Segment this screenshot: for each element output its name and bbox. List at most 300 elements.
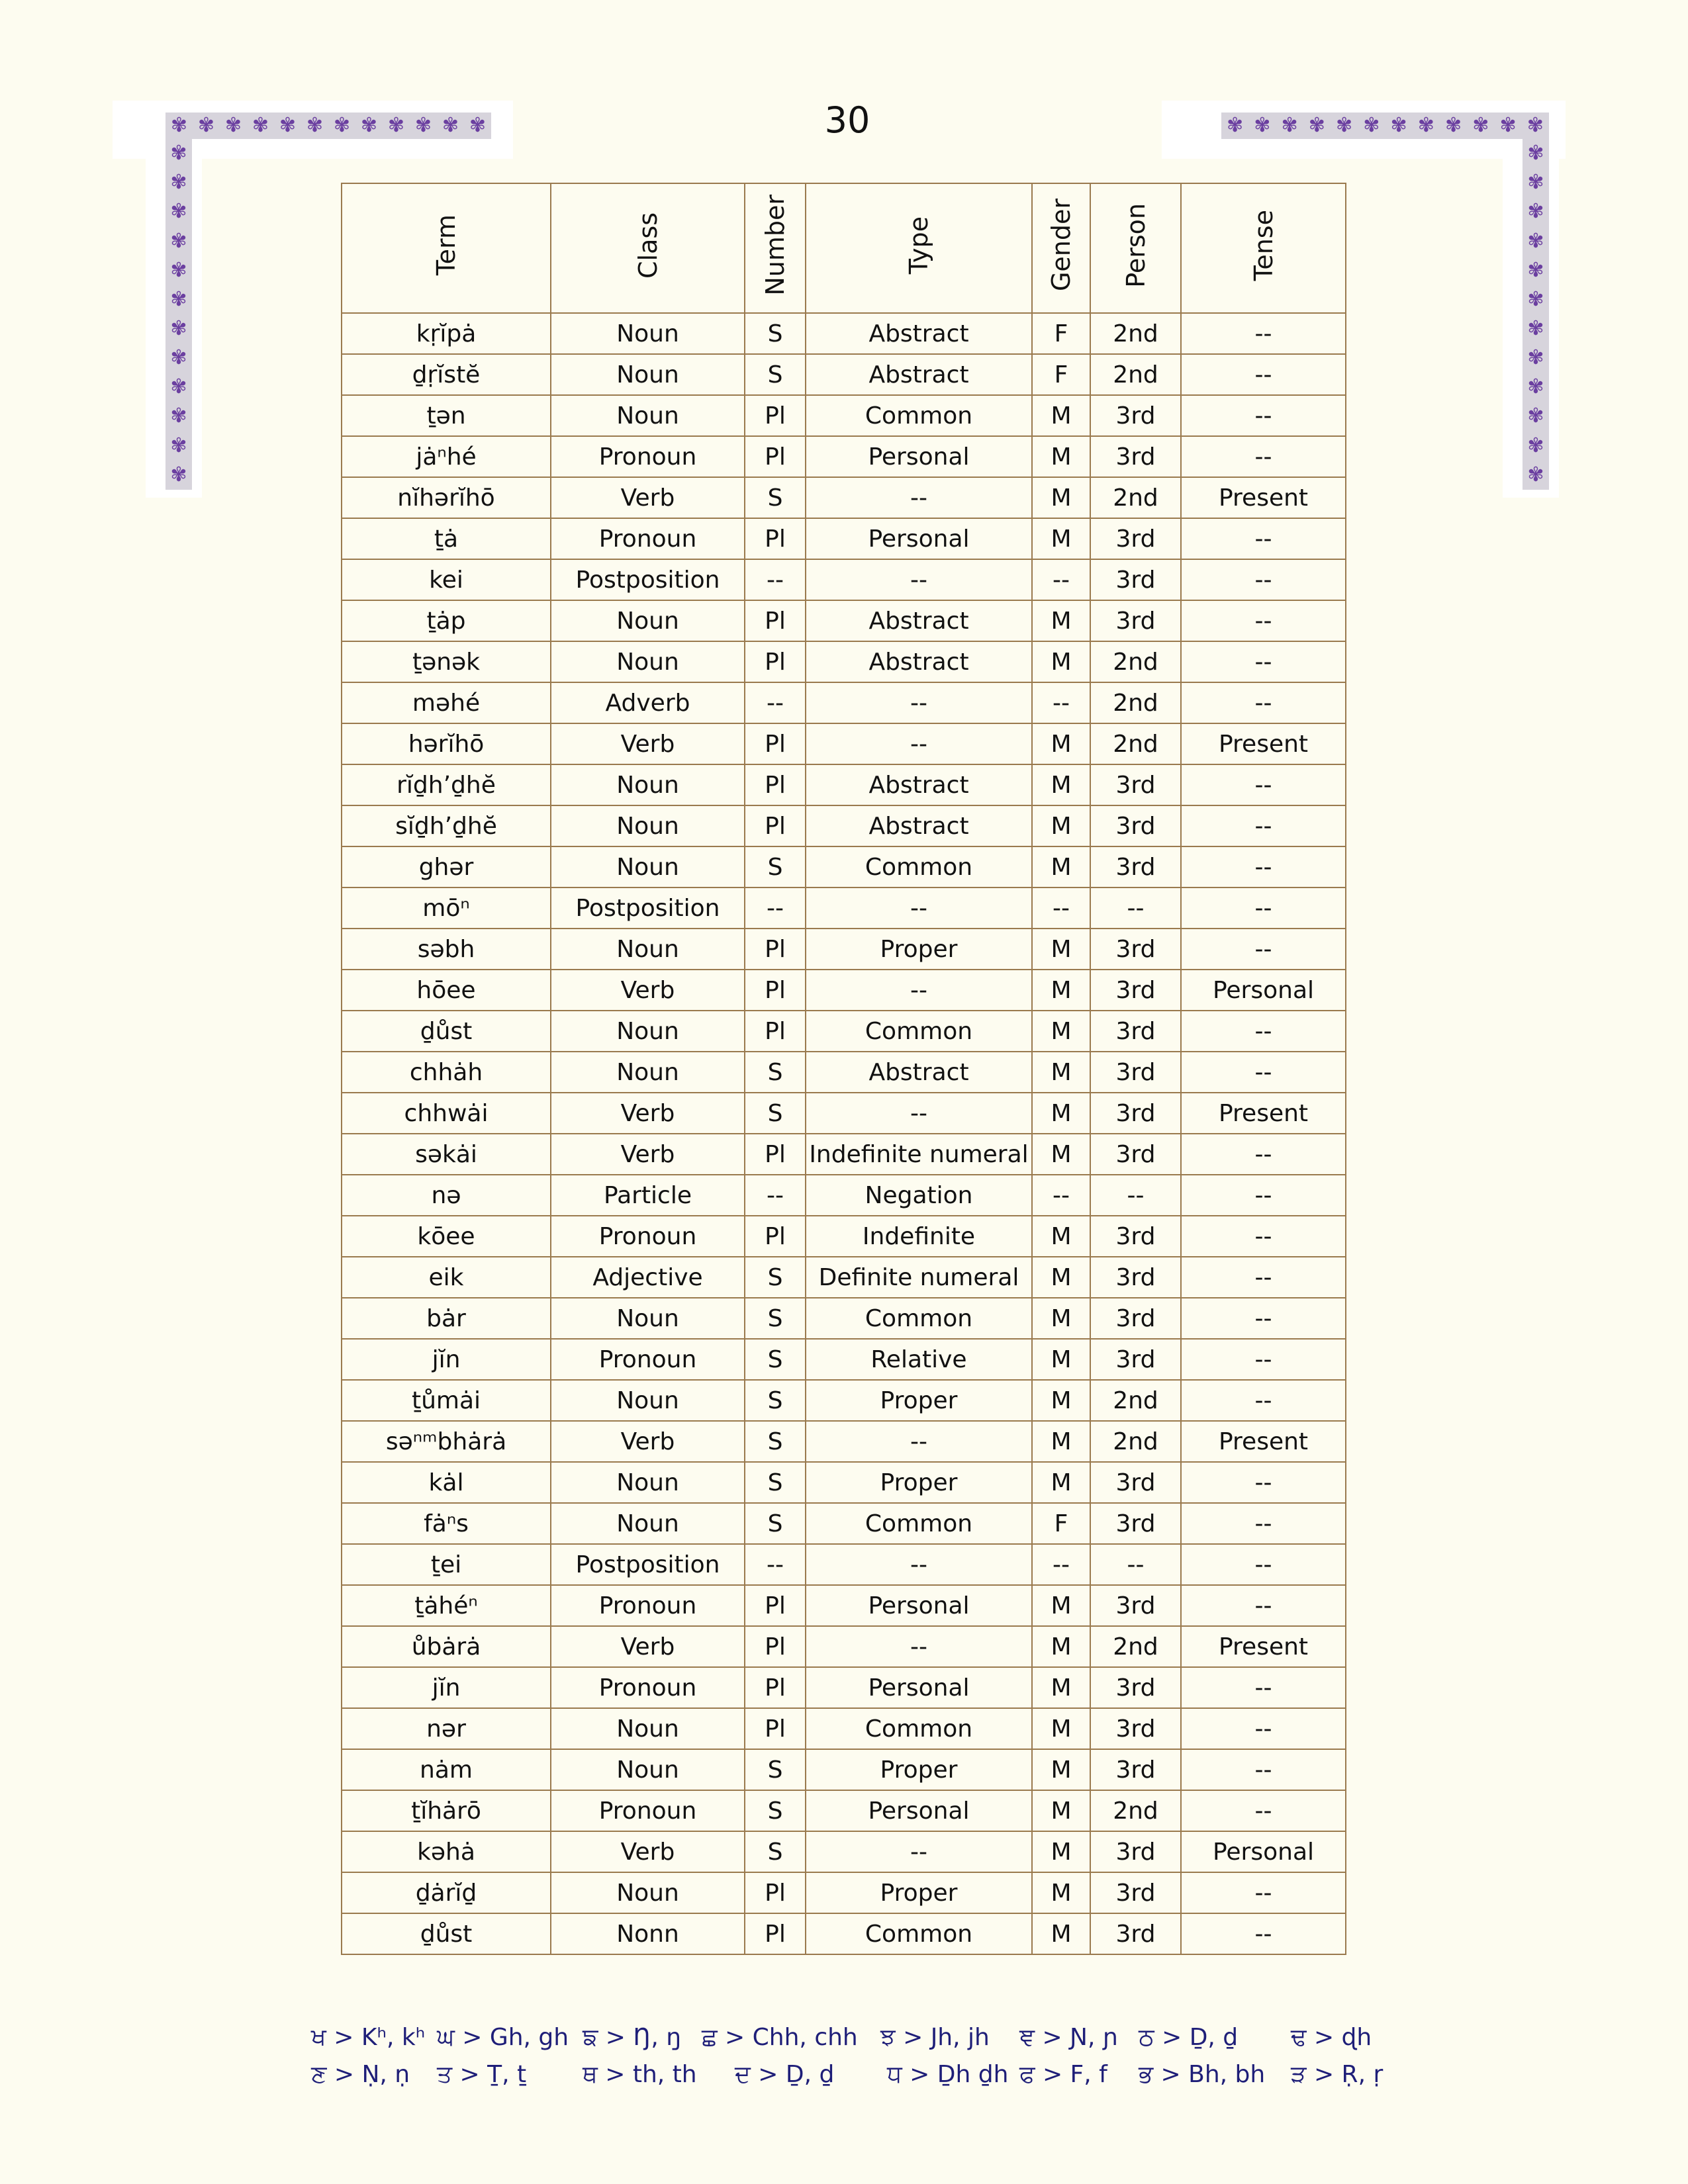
legend-item: ਢ > ɖh <box>1291 2024 1372 2051</box>
cell-class: Adverb <box>551 682 745 723</box>
cell-number: Pl <box>745 805 806 846</box>
cell-number: -- <box>745 1544 806 1585</box>
cell-type: Negation <box>806 1175 1032 1216</box>
cell-number: Pl <box>745 1626 806 1667</box>
flower-icon: ✾ <box>306 114 324 137</box>
cell-number: Pl <box>745 764 806 805</box>
page-number: 30 <box>824 99 870 141</box>
cell-gender: -- <box>1032 559 1090 600</box>
flower-icon: ✾ <box>1527 375 1544 399</box>
cell-gender: -- <box>1032 682 1090 723</box>
cell-person: 2nd <box>1090 641 1181 682</box>
cell-term: kōee <box>342 1216 551 1257</box>
cell-class: Noun <box>551 395 745 436</box>
cell-tense: -- <box>1181 1380 1346 1421</box>
cell-tense: -- <box>1181 764 1346 805</box>
cell-tense: Present <box>1181 1421 1346 1462</box>
cell-type: Definite numeral <box>806 1257 1032 1298</box>
cell-class: Verb <box>551 970 745 1011</box>
cell-person: 2nd <box>1090 1626 1181 1667</box>
cell-person: 3rd <box>1090 846 1181 887</box>
cell-class: Postposition <box>551 559 745 600</box>
cell-term: rĭḏh’ḏhĕ <box>342 764 551 805</box>
table-row <box>342 846 1346 887</box>
cell-term: sĭḏh’ḏhĕ <box>342 805 551 846</box>
cell-tense: -- <box>1181 518 1346 559</box>
table-row <box>342 1708 1346 1749</box>
cell-term: kei <box>342 559 551 600</box>
cell-gender: M <box>1032 1462 1090 1503</box>
cell-person: 2nd <box>1090 1380 1181 1421</box>
cell-number: -- <box>745 682 806 723</box>
legend-item: ਭ > Bh, bh <box>1139 2061 1266 2088</box>
cell-person: 3rd <box>1090 929 1181 970</box>
cell-tense: Personal <box>1181 1831 1346 1872</box>
cell-person: 3rd <box>1090 1093 1181 1134</box>
cell-number: S <box>745 354 806 395</box>
cell-term: kṛĭpȧ <box>342 313 551 354</box>
flower-icon: ✾ <box>1336 114 1353 137</box>
legend-item: ਥ > th, th <box>583 2061 697 2088</box>
table-row <box>342 559 1346 600</box>
cell-term: ṯei <box>342 1544 551 1585</box>
cell-term: nə <box>342 1175 551 1216</box>
cell-type: -- <box>806 887 1032 929</box>
cell-person: 2nd <box>1090 477 1181 518</box>
flower-icon: ✾ <box>1527 287 1544 311</box>
cell-type: Personal <box>806 436 1032 477</box>
cell-gender: M <box>1032 1216 1090 1257</box>
cell-type: Personal <box>806 518 1032 559</box>
table-row <box>342 1093 1346 1134</box>
flower-icon: ✾ <box>333 114 351 137</box>
cell-number: S <box>745 1339 806 1380</box>
cell-person: 3rd <box>1090 436 1181 477</box>
cell-term: məhé <box>342 682 551 723</box>
cell-class: Particle <box>551 1175 745 1216</box>
flower-icon: ✾ <box>1499 114 1517 137</box>
cell-tense: -- <box>1181 641 1346 682</box>
table-row <box>342 1298 1346 1339</box>
cell-person: 2nd <box>1090 1421 1181 1462</box>
legend-item: ਙ > Ŋ, ŋ <box>583 2024 682 2051</box>
cell-number: Pl <box>745 600 806 641</box>
cell-class: Noun <box>551 1503 745 1544</box>
table-row <box>342 1831 1346 1872</box>
cell-term: kəhȧ <box>342 1831 551 1872</box>
column-header <box>1181 183 1346 313</box>
cell-number: Pl <box>745 723 806 764</box>
column-header-label: Type <box>904 216 933 275</box>
cell-number: S <box>745 1749 806 1790</box>
flower-icon: ✾ <box>170 229 187 253</box>
cell-gender: M <box>1032 723 1090 764</box>
cell-tense: -- <box>1181 1462 1346 1503</box>
cell-tense: -- <box>1181 1708 1346 1749</box>
cell-term: ṯȧhéⁿ <box>342 1585 551 1626</box>
cell-type: Common <box>806 1298 1032 1339</box>
cell-type: -- <box>806 477 1032 518</box>
legend-item: ਧ > Ḏh ḏh <box>887 2061 1009 2088</box>
cell-tense: -- <box>1181 1872 1346 1913</box>
cell-type: -- <box>806 682 1032 723</box>
table-row <box>342 1462 1346 1503</box>
cell-class: Postposition <box>551 887 745 929</box>
cell-number: S <box>745 1257 806 1298</box>
cell-type: Abstract <box>806 600 1032 641</box>
cell-person: -- <box>1090 887 1181 929</box>
cell-type: Proper <box>806 1462 1032 1503</box>
cell-tense: Present <box>1181 1626 1346 1667</box>
cell-term: nər <box>342 1708 551 1749</box>
cell-number: -- <box>745 559 806 600</box>
flower-icon: ✾ <box>1527 142 1544 165</box>
cell-class: Noun <box>551 1380 745 1421</box>
column-header <box>1032 183 1090 313</box>
cell-class: Noun <box>551 764 745 805</box>
table-row <box>342 395 1346 436</box>
flower-icon: ✾ <box>1417 114 1434 137</box>
flower-icon: ✾ <box>1527 258 1544 282</box>
cell-gender: M <box>1032 1790 1090 1831</box>
cell-person: 3rd <box>1090 1011 1181 1052</box>
cell-person: 2nd <box>1090 1790 1181 1831</box>
cell-tense: -- <box>1181 600 1346 641</box>
cell-tense: -- <box>1181 1749 1346 1790</box>
cell-tense: -- <box>1181 1257 1346 1298</box>
table-row <box>342 929 1346 970</box>
flower-icon: ✾ <box>360 114 378 137</box>
cell-term: ghər <box>342 846 551 887</box>
cell-number: S <box>745 1790 806 1831</box>
cell-class: Verb <box>551 1831 745 1872</box>
flower-icon: ✾ <box>170 404 187 428</box>
cell-class: Noun <box>551 1462 745 1503</box>
cell-person: 3rd <box>1090 1462 1181 1503</box>
cell-number: Pl <box>745 1708 806 1749</box>
cell-term: ṯůmȧi <box>342 1380 551 1421</box>
table-row <box>342 682 1346 723</box>
flower-icon: ✾ <box>170 346 187 370</box>
legend-item: ਫ > F, f <box>1019 2061 1107 2088</box>
legend-item: ਞ > Ɲ, ɲ <box>1019 2024 1119 2051</box>
cell-class: Noun <box>551 1749 745 1790</box>
cell-person: 3rd <box>1090 600 1181 641</box>
flower-icon: ✾ <box>1527 171 1544 195</box>
cell-tense: Present <box>1181 477 1346 518</box>
cell-gender: M <box>1032 1667 1090 1708</box>
cell-tense: -- <box>1181 1011 1346 1052</box>
cell-number: S <box>745 846 806 887</box>
table-row <box>342 1216 1346 1257</box>
cell-number: Pl <box>745 929 806 970</box>
cell-person: 3rd <box>1090 1052 1181 1093</box>
cell-tense: -- <box>1181 929 1346 970</box>
column-header-label: Tense <box>1248 209 1278 281</box>
table-row <box>342 518 1346 559</box>
table-row <box>342 1421 1346 1462</box>
cell-gender: M <box>1032 436 1090 477</box>
table-row <box>342 477 1346 518</box>
flower-icon: ✾ <box>170 375 187 399</box>
cell-type: Common <box>806 395 1032 436</box>
cell-tense: -- <box>1181 805 1346 846</box>
cell-person: 3rd <box>1090 1257 1181 1298</box>
cell-number: Pl <box>745 1667 806 1708</box>
cell-gender: F <box>1032 313 1090 354</box>
cell-term: fȧⁿs <box>342 1503 551 1544</box>
cell-number: Pl <box>745 1011 806 1052</box>
cell-class: Noun <box>551 1052 745 1093</box>
cell-term: jĭn <box>342 1339 551 1380</box>
cell-person: 3rd <box>1090 805 1181 846</box>
flower-icon: ✾ <box>442 114 459 137</box>
cell-number: Pl <box>745 641 806 682</box>
flower-icon: ✾ <box>414 114 432 137</box>
cell-tense: -- <box>1181 1175 1346 1216</box>
top-right-flower-strip <box>1221 113 1549 139</box>
table-row <box>342 1790 1346 1831</box>
cell-class: Noun <box>551 1298 745 1339</box>
cell-gender: F <box>1032 354 1090 395</box>
cell-class: Postposition <box>551 1544 745 1585</box>
cell-number: Pl <box>745 970 806 1011</box>
cell-number: S <box>745 1052 806 1093</box>
column-header <box>1090 183 1181 313</box>
cell-tense: -- <box>1181 559 1346 600</box>
table-row <box>342 1339 1346 1380</box>
cell-person: 3rd <box>1090 764 1181 805</box>
cell-person: 3rd <box>1090 970 1181 1011</box>
cell-person: 2nd <box>1090 354 1181 395</box>
cell-number: Pl <box>745 518 806 559</box>
cell-tense: -- <box>1181 1216 1346 1257</box>
cell-type: -- <box>806 723 1032 764</box>
top-left-flower-strip <box>165 113 491 139</box>
cell-tense: -- <box>1181 1913 1346 1954</box>
flower-icon: ✾ <box>197 114 215 137</box>
cell-number: S <box>745 1093 806 1134</box>
cell-number: Pl <box>745 395 806 436</box>
flower-icon: ✾ <box>170 114 188 137</box>
column-header-label: Term <box>432 214 461 276</box>
cell-number: Pl <box>745 436 806 477</box>
cell-tense: -- <box>1181 1339 1346 1380</box>
cell-term: ůbȧrȧ <box>342 1626 551 1667</box>
flower-icon: ✾ <box>469 114 487 137</box>
grammar-table <box>341 183 1346 1955</box>
column-header-label: Number <box>761 195 790 296</box>
cell-class: Noun <box>551 1011 745 1052</box>
flower-icon: ✾ <box>1363 114 1380 137</box>
cell-gender: F <box>1032 1503 1090 1544</box>
cell-person: 3rd <box>1090 1216 1181 1257</box>
cell-tense: -- <box>1181 313 1346 354</box>
legend-item: ਘ > Gh, gh <box>437 2024 569 2051</box>
cell-class: Pronoun <box>551 1339 745 1380</box>
flower-icon: ✾ <box>1390 114 1407 137</box>
cell-person: 2nd <box>1090 313 1181 354</box>
cell-term: hōee <box>342 970 551 1011</box>
cell-tense: -- <box>1181 1298 1346 1339</box>
cell-class: Noun <box>551 600 745 641</box>
cell-gender: M <box>1032 805 1090 846</box>
cell-tense: -- <box>1181 1503 1346 1544</box>
cell-class: Noun <box>551 929 745 970</box>
cell-type: -- <box>806 1421 1032 1462</box>
cell-term: səⁿᵐbhȧrȧ <box>342 1421 551 1462</box>
cell-number: Pl <box>745 1216 806 1257</box>
table-header-row <box>342 183 1346 313</box>
flower-icon: ✾ <box>1527 229 1544 253</box>
cell-class: Adjective <box>551 1257 745 1298</box>
flower-icon: ✾ <box>1472 114 1489 137</box>
legend-item: ੜ > Ṛ, ṛ <box>1291 2061 1383 2088</box>
cell-gender: M <box>1032 1708 1090 1749</box>
cell-class: Noun <box>551 805 745 846</box>
table-row <box>342 970 1346 1011</box>
flower-icon: ✾ <box>1445 114 1462 137</box>
cell-class: Noun <box>551 313 745 354</box>
flower-icon: ✾ <box>1527 200 1544 224</box>
cell-type: -- <box>806 559 1032 600</box>
cell-person: 3rd <box>1090 1708 1181 1749</box>
cell-term: kȧl <box>342 1462 551 1503</box>
cell-person: -- <box>1090 1175 1181 1216</box>
cell-tense: -- <box>1181 1544 1346 1585</box>
cell-class: Verb <box>551 1626 745 1667</box>
cell-type: Abstract <box>806 1052 1032 1093</box>
table-row <box>342 887 1346 929</box>
table-row <box>342 354 1346 395</box>
flower-icon: ✾ <box>1281 114 1298 137</box>
table-row <box>342 723 1346 764</box>
cell-type: Personal <box>806 1585 1032 1626</box>
cell-tense: -- <box>1181 1667 1346 1708</box>
cell-class: Nonn <box>551 1913 745 1954</box>
cell-class: Verb <box>551 477 745 518</box>
cell-type: Indefinite numeral <box>806 1134 1032 1175</box>
cell-gender: M <box>1032 970 1090 1011</box>
cell-person: 3rd <box>1090 1913 1181 1954</box>
cell-tense: -- <box>1181 1790 1346 1831</box>
cell-person: 3rd <box>1090 1134 1181 1175</box>
cell-class: Pronoun <box>551 436 745 477</box>
table-row <box>342 805 1346 846</box>
cell-number: S <box>745 477 806 518</box>
cell-term: chhȧh <box>342 1052 551 1093</box>
cell-tense: Present <box>1181 1093 1346 1134</box>
cell-class: Pronoun <box>551 1585 745 1626</box>
cell-type: -- <box>806 1831 1032 1872</box>
cell-gender: M <box>1032 1626 1090 1667</box>
cell-number: Pl <box>745 1585 806 1626</box>
column-header <box>745 183 806 313</box>
cell-tense: -- <box>1181 682 1346 723</box>
table-row <box>342 1544 1346 1585</box>
cell-type: Abstract <box>806 764 1032 805</box>
flower-icon: ✾ <box>1527 317 1544 341</box>
cell-gender: M <box>1032 1257 1090 1298</box>
cell-number: S <box>745 1503 806 1544</box>
flower-icon: ✾ <box>1527 463 1544 486</box>
table-row <box>342 1175 1346 1216</box>
cell-term: ṯən <box>342 395 551 436</box>
cell-type: Common <box>806 1708 1032 1749</box>
cell-gender: M <box>1032 1298 1090 1339</box>
cell-type: Proper <box>806 1749 1032 1790</box>
legend-row-1 <box>311 2024 1436 2057</box>
cell-person: 3rd <box>1090 1585 1181 1626</box>
table-row <box>342 1585 1346 1626</box>
cell-term: jȧⁿhé <box>342 436 551 477</box>
cell-number: S <box>745 1380 806 1421</box>
cell-person: 3rd <box>1090 1339 1181 1380</box>
cell-gender: M <box>1032 1585 1090 1626</box>
cell-type: -- <box>806 1093 1032 1134</box>
cell-term: ḏȧrĭḏ <box>342 1872 551 1913</box>
cell-gender: M <box>1032 641 1090 682</box>
table-row <box>342 1011 1346 1052</box>
column-header <box>806 183 1032 313</box>
cell-tense: -- <box>1181 887 1346 929</box>
cell-term: ṯȧ <box>342 518 551 559</box>
cell-number: -- <box>745 1175 806 1216</box>
cell-term: hərĭhō <box>342 723 551 764</box>
cell-person: 3rd <box>1090 1667 1181 1708</box>
cell-gender: M <box>1032 477 1090 518</box>
cell-tense: -- <box>1181 436 1346 477</box>
cell-class: Noun <box>551 641 745 682</box>
cell-term: ṯənək <box>342 641 551 682</box>
cell-gender: M <box>1032 1011 1090 1052</box>
cell-gender: -- <box>1032 887 1090 929</box>
flower-icon: ✾ <box>170 171 187 195</box>
cell-gender: -- <box>1032 1175 1090 1216</box>
cell-person: 3rd <box>1090 1503 1181 1544</box>
cell-tense: -- <box>1181 1134 1346 1175</box>
legend-item: ਦ > Ḏ, ḏ <box>735 2061 835 2088</box>
table-row <box>342 764 1346 805</box>
cell-class: Pronoun <box>551 518 745 559</box>
flower-icon: ✾ <box>1227 114 1244 137</box>
cell-term: səbh <box>342 929 551 970</box>
flower-icon: ✾ <box>279 114 297 137</box>
cell-term: bȧr <box>342 1298 551 1339</box>
cell-gender: M <box>1032 764 1090 805</box>
cell-person: -- <box>1090 1544 1181 1585</box>
table-row <box>342 1134 1346 1175</box>
table-row <box>342 1503 1346 1544</box>
cell-class: Verb <box>551 1134 745 1175</box>
column-header-label: Class <box>633 212 663 279</box>
cell-term: mōⁿ <box>342 887 551 929</box>
cell-gender: M <box>1032 1749 1090 1790</box>
cell-term: ḏṛĭstĕ <box>342 354 551 395</box>
cell-gender: M <box>1032 1380 1090 1421</box>
cell-person: 3rd <box>1090 518 1181 559</box>
cell-person: 3rd <box>1090 559 1181 600</box>
cell-class: Pronoun <box>551 1667 745 1708</box>
cell-person: 2nd <box>1090 723 1181 764</box>
cell-tense: -- <box>1181 846 1346 887</box>
cell-gender: M <box>1032 1421 1090 1462</box>
cell-person: 3rd <box>1090 1872 1181 1913</box>
cell-gender: M <box>1032 929 1090 970</box>
flower-icon: ✾ <box>224 114 242 137</box>
cell-type: -- <box>806 1626 1032 1667</box>
cell-number: -- <box>745 887 806 929</box>
